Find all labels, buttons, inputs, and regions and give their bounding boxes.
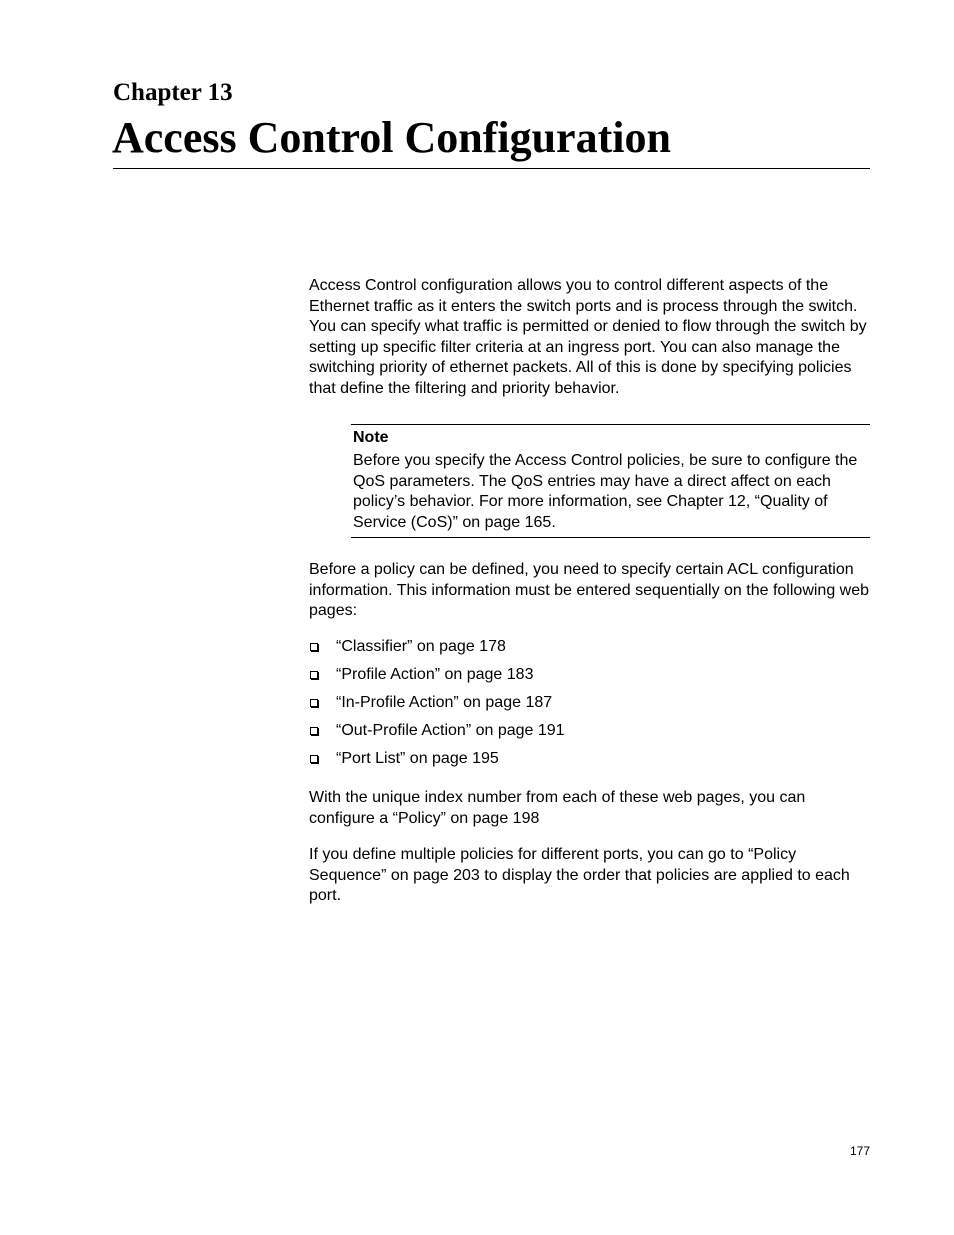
list-item [309,637,869,665]
intro-paragraph: Access Control configuration allows you to control different aspects of the Ethernet traffic as it enters the switch ports and is process through the switch. You can specify what traffic is permitted or denied to flow through the switch by setting up specific filter criteria at an ingress port. You can also manage the switching priority of ethernet packets. All of this is done by specifying policies that define the filtering and priority behavior. [309,277,867,397]
web-pages-list [309,637,869,777]
list-item [309,665,869,693]
before-policy-paragraph: Before a policy can be defined, you need to specify certain ACL configuration information. This information must be entered sequentially on the following web pages: [309,561,870,619]
list-item [309,693,869,721]
chapter-title: Access Control Configuration [112,113,671,162]
list-item [309,721,869,749]
title-rule [113,168,870,169]
list-item-text: “In-Profile Action” on page 187 [336,694,553,711]
chapter-label: Chapter 13 [113,79,233,106]
unique-index-paragraph: With the unique index number from each of these web pages, you can configure a “Policy” on page 198 [309,789,806,827]
checkbox-bullet-icon [310,755,318,763]
list-item-text: “Classifier” on page 178 [336,638,506,655]
list-item-text: “Port List” on page 195 [336,750,499,767]
note-box [351,424,870,538]
policy-sequence-paragraph: If you define multiple policies for different ports, you can go to “Policy Sequence” on page 203 to display the order that policies are applied to each port. [309,846,850,904]
note-heading: Note [353,429,389,446]
list-item-text: “Out-Profile Action” on page 191 [336,722,565,739]
checkbox-bullet-icon [310,699,318,707]
page-number: 177 [849,1144,870,1158]
note-text: Before you specify the Access Control policies, be sure to configure the QoS parameters. The QoS entries may have a direct affect on each policy’s behavior. For more information, see Chapter 12, “Quality of Service (CoS)” on page 165. [353,452,858,531]
checkbox-bullet-icon [310,643,318,651]
list-item-text: “Profile Action” on page 183 [336,666,534,683]
checkbox-bullet-icon [310,671,318,679]
list-item [309,749,869,777]
checkbox-bullet-icon [310,727,318,735]
